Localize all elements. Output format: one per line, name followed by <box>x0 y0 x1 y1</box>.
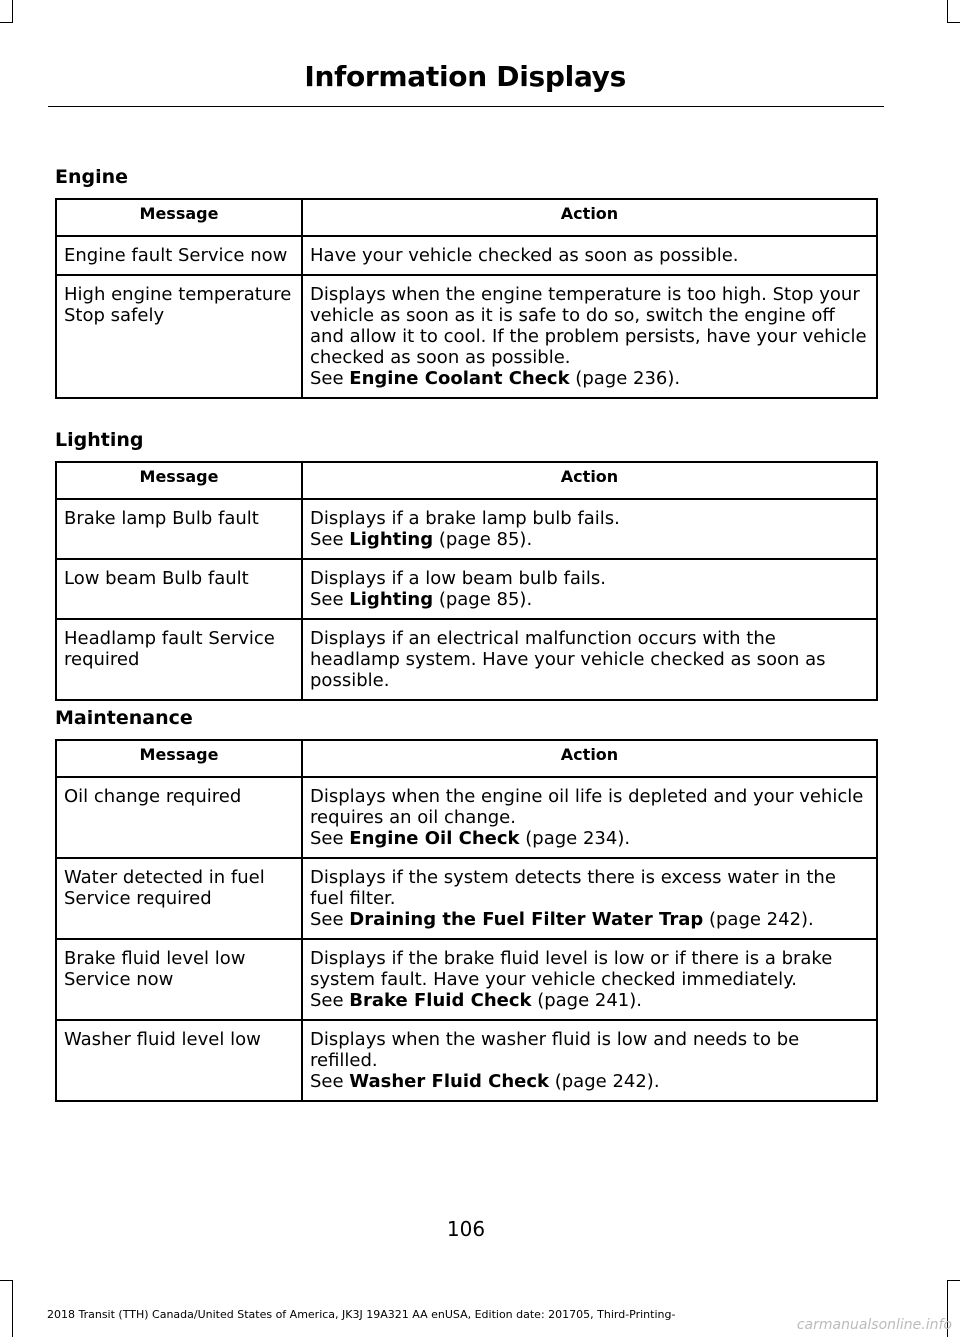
cross-reference-link[interactable]: Lighting <box>349 529 434 550</box>
table-row <box>56 275 877 398</box>
column-header-action: Action <box>302 740 877 777</box>
action-text: Displays if a low beam bulb fails. <box>310 568 606 589</box>
action-cell <box>302 777 877 858</box>
cross-reference <box>310 909 870 930</box>
action-cell <box>302 499 877 559</box>
table-row <box>56 499 877 559</box>
cross-reference-link[interactable]: Engine Coolant Check <box>349 368 570 389</box>
cross-reference-prefix: See <box>310 909 350 930</box>
message-cell: High engine temperature Stop safely <box>56 275 302 398</box>
cross-reference <box>310 529 870 550</box>
cross-reference-page: (page 242). <box>703 909 814 930</box>
footer-edition-info: 2018 Transit (TTH) Canada/United States of America, JK3J 19A321 AA enUSA, Edition date: 201705, Third-Printing- <box>47 1308 676 1321</box>
message-cell: Low beam Bulb fault <box>56 559 302 619</box>
engine-messages-table <box>55 198 878 399</box>
crop-mark <box>0 22 13 23</box>
cross-reference-prefix: See <box>310 589 350 610</box>
action-cell <box>302 275 877 398</box>
cross-reference-link[interactable]: Brake Fluid Check <box>349 990 532 1011</box>
action-text: Displays when the washer fluid is low and needs to be refilled. <box>310 1029 800 1071</box>
column-header-message: Message <box>56 740 302 777</box>
table-header-row <box>56 740 877 777</box>
cross-reference <box>310 828 870 849</box>
table-header-row <box>56 462 877 499</box>
cross-reference <box>310 990 870 1011</box>
cross-reference-page: (page 85). <box>433 529 533 550</box>
action-cell <box>302 939 877 1020</box>
lighting-messages-table <box>55 461 878 701</box>
action-cell <box>302 619 877 700</box>
action-text: Displays if a brake lamp bulb fails. <box>310 508 620 529</box>
action-text: Displays if an electrical malfunction occurs with the headlamp system. Have your vehicle checked as soon as possible. <box>310 628 826 691</box>
action-text: Displays when the engine oil life is depleted and your vehicle requires an oil change. <box>310 786 864 828</box>
table-row <box>56 1020 877 1101</box>
watermark: carmanualsonline.info <box>796 1317 952 1333</box>
table-row <box>56 939 877 1020</box>
cross-reference-link[interactable]: Lighting <box>349 589 434 610</box>
cross-reference-prefix: See <box>310 529 350 550</box>
cross-reference-page: (page 234). <box>519 828 631 849</box>
message-cell: Brake lamp Bulb fault <box>56 499 302 559</box>
cross-reference <box>310 1071 870 1092</box>
cross-reference-page: (page 85). <box>433 589 533 610</box>
action-cell <box>302 236 877 275</box>
table-row <box>56 236 877 275</box>
message-cell: Oil change required <box>56 777 302 858</box>
action-cell <box>302 559 877 619</box>
message-cell: Water detected in fuel Service required <box>56 858 302 939</box>
crop-mark <box>947 1280 960 1281</box>
table-row <box>56 777 877 858</box>
message-cell: Headlamp fault Service required <box>56 619 302 700</box>
action-text: Have your vehicle checked as soon as possible. <box>310 245 739 266</box>
section-heading-lighting: Lighting <box>55 429 144 451</box>
cross-reference-prefix: See <box>310 990 350 1011</box>
table-row <box>56 559 877 619</box>
column-header-message: Message <box>56 462 302 499</box>
crop-mark <box>12 1280 13 1337</box>
cross-reference <box>310 368 870 389</box>
action-text: Displays when the engine temperature is too high. Stop your vehicle as soon as it is safe to do so, switch the engine off and allow it to cool. If the problem persists, have your vehicle checked as soon as possible. <box>310 284 867 368</box>
section-heading-engine: Engine <box>55 166 129 188</box>
action-text: Displays if the brake fluid level is low or if there is a brake system fault. Have your vehicle checked immediately. <box>310 948 833 990</box>
page-header <box>48 58 884 96</box>
cross-reference <box>310 589 870 610</box>
page-title: Information Displays <box>304 60 626 93</box>
message-cell: Engine fault Service now <box>56 236 302 275</box>
message-cell: Brake fluid level low Service now <box>56 939 302 1020</box>
crop-mark <box>0 1280 13 1281</box>
cross-reference-page: (page 241). <box>531 990 643 1011</box>
column-header-action: Action <box>302 462 877 499</box>
table-row <box>56 858 877 939</box>
cross-reference-link[interactable]: Washer Fluid Check <box>349 1071 550 1092</box>
cross-reference-page: (page 242). <box>549 1071 660 1092</box>
cross-reference-prefix: See <box>310 828 350 849</box>
column-header-action: Action <box>302 199 877 236</box>
action-cell <box>302 858 877 939</box>
action-text: Displays if the system detects there is excess water in the fuel filter. <box>310 867 836 909</box>
header-rule <box>48 106 884 107</box>
crop-mark <box>947 0 948 22</box>
cross-reference-prefix: See <box>310 1071 350 1092</box>
section-heading-maintenance: Maintenance <box>55 707 193 729</box>
table-row <box>56 619 877 700</box>
cross-reference-page: (page 236). <box>569 368 681 389</box>
table-header-row <box>56 199 877 236</box>
crop-mark <box>947 22 960 23</box>
maintenance-messages-table <box>55 739 878 1102</box>
action-cell <box>302 1020 877 1101</box>
column-header-message: Message <box>56 199 302 236</box>
message-cell: Washer fluid level low <box>56 1020 302 1101</box>
page-number: 106 <box>446 1217 486 1241</box>
crop-mark <box>12 0 13 22</box>
cross-reference-prefix: See <box>310 368 350 389</box>
cross-reference-link[interactable]: Draining the Fuel Filter Water Trap <box>349 909 704 930</box>
cross-reference-link[interactable]: Engine Oil Check <box>349 828 520 849</box>
